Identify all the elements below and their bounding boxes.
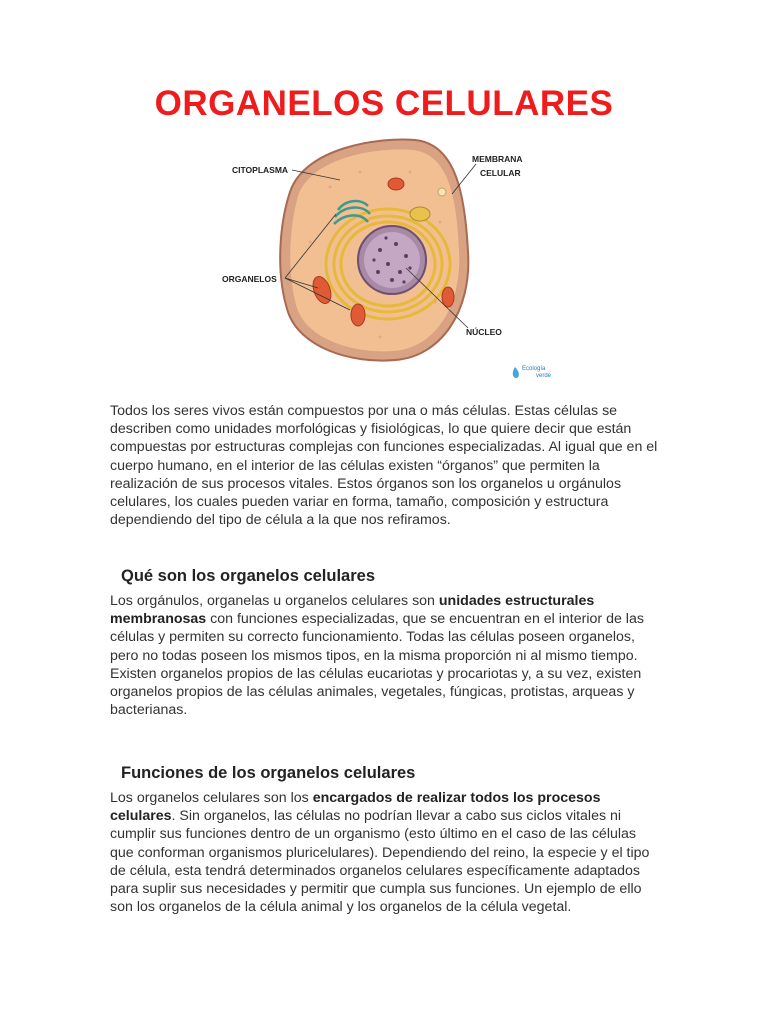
label-nucleo: NÚCLEO (466, 327, 502, 337)
label-membrana-2: CELULAR (480, 168, 521, 178)
section-heading-funciones: Funciones de los organelos celulares (121, 764, 416, 782)
page-title: ORGANELOS CELULARES (154, 84, 614, 123)
label-membrana-1: MEMBRANA (472, 154, 523, 164)
vesicle (388, 178, 404, 190)
ecologia-verde-logo (513, 366, 552, 379)
section-paragraph-funciones: Los organelos celulares son los encargados de realizar todos los procesos celulares. Sin organelos, las células no podrían llevar a cabo sus ciclos vitales ni cumplir sus funciones dentro de un organismo (esto último en el caso de las células que conforman organismos pluricelulares). Dependiendo del reino, la especie y el tipo de célula, esta tendrá determinados organelos celulares específicamente adaptados para suplir sus necesidades y permitir que cumpla sus funciones. Un ejemplo de ello son los organelos de la célula animal y los organelos de la célula vegetal. (110, 790, 650, 916)
section-heading-que-son: Qué son los organelos celulares (121, 567, 376, 585)
intro-paragraph: Todos los seres vivos están compuestos por una o más células. Estas células se describen como unidades morfológicas y fisiológicas, lo que quiere decir que están compuestas por estructuras complejas con funciones especializadas. Al igual que en el cuerpo humano, en el interior de las células existen “órganos” que permiten la realización de sus procesos vitales. Estos órganos son los organelos u orgánulos celulares, los cuales pueden variar en forma, tamaño, composición y estructura dependiendo del tipo de célula a la que nos refiramos. (110, 403, 658, 529)
svg-text:verde: verde (536, 373, 552, 379)
mitochondrion (410, 207, 430, 221)
label-organelos: ORGANELOS (222, 274, 277, 284)
emphasis: unidades estructurales membranosas (110, 593, 595, 628)
section-paragraph-que-son: Los orgánulos, organelas u organelos celulares son unidades estructurales membranosas con funciones especializadas, que se encuentran en el interior de las células y permiten su correcto funcionamiento. Todas las células poseen organelos, pero no todas poseen los mismos tipos, en la misma proporción ni al mismo tiempo. Existen organelos propios de las células eucariotas y procariotas y, a su vez, existen organelos propios de las células animales, vegetales, fúngicas, protistas, arqueas y bacterianas. (110, 593, 644, 719)
cell-illustration (210, 132, 580, 384)
label-citoplasma: CITOPLASMA (232, 165, 289, 175)
mitochondrion (351, 304, 365, 326)
emphasis: encargados de realizar todos los procesos celulares (110, 790, 601, 825)
svg-text:Ecología: Ecología (522, 366, 546, 372)
mitochondrion (442, 287, 454, 307)
cell-diagram (210, 132, 580, 384)
